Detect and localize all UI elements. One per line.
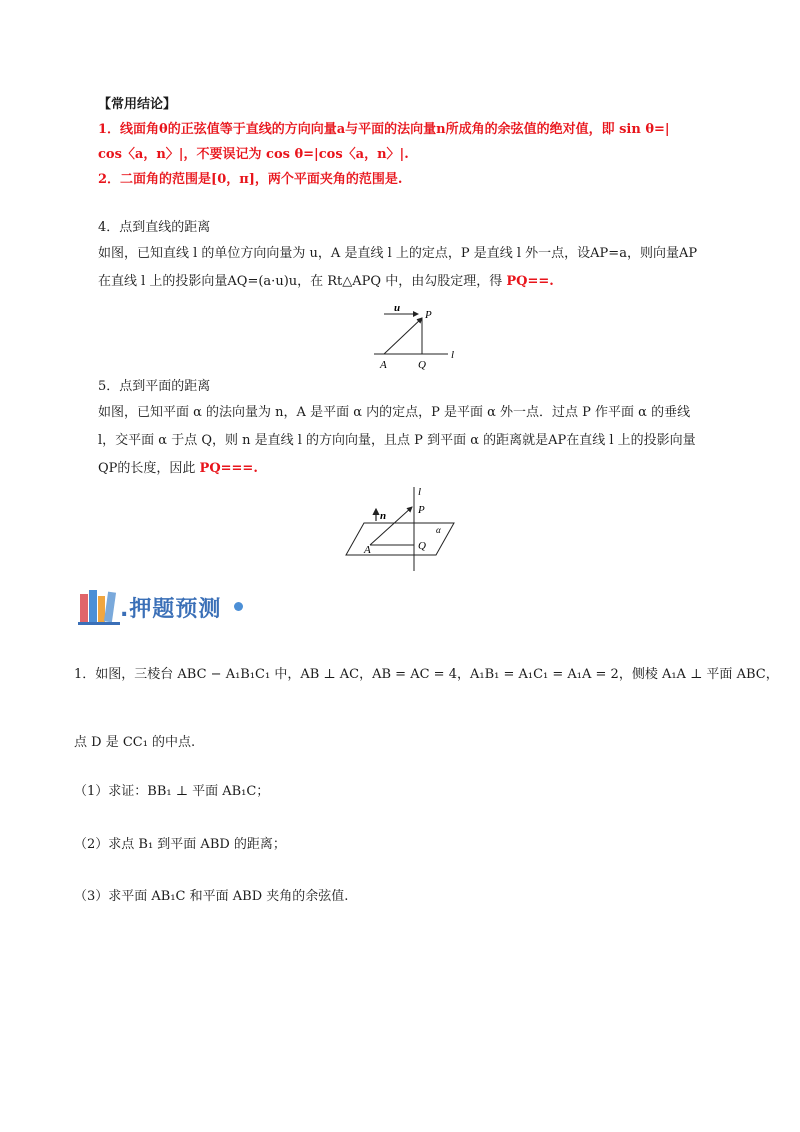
topic4-result: PQ==.	[506, 274, 554, 289]
a-label: A	[364, 544, 371, 556]
topic5-line-3-text: QP的长度，因此	[98, 461, 200, 476]
books-icon	[78, 586, 122, 626]
topic4-line-2	[98, 274, 554, 290]
problem-part-2: （2）求点 B₁ 到平面 ABD 的距离；	[74, 837, 286, 852]
topic4-title: 4．点到直线的距离	[98, 220, 211, 235]
point-line-figure	[368, 300, 468, 374]
a-label: A	[380, 359, 387, 371]
topic4-line-1: 如图，已知直线 l 的单位方向向量为 u，A 是直线 l 上的定点，P 是直线 l 外一点，设AP=a，则向量AP	[98, 246, 698, 261]
conclusion-line-2: cos〈a，n〉|，不要误记为 cos θ=|cos〈a，n〉|.	[98, 147, 409, 162]
topic5-title: 5．点到平面的距离	[98, 379, 211, 394]
problem-part-3: （3）求平面 AB₁C 和平面 ABD 夹角的余弦值.	[74, 889, 349, 904]
topic5-line-1: 如图，已知平面 α 的法向量为 n，A 是平面 α 内的定点，P 是平面 α 外一点．过点 P 作平面 α 的垂线	[98, 405, 691, 420]
l-label: l	[451, 349, 455, 361]
n-label: n	[380, 510, 387, 522]
l-label: l	[418, 486, 422, 498]
conclusion-line-1: 1．线面角θ的正弦值等于直线的方向向量a与平面的法向量n所成角的余弦值的绝对值，即 sin θ=|	[98, 122, 670, 137]
q-label: Q	[418, 540, 426, 552]
point-plane-figure	[340, 483, 460, 573]
u-label: u	[394, 302, 401, 314]
topic4-line-2-text: 在直线 l 上的投影向量AQ=(a·u)u，在 Rt△APQ 中，由勾股定理，得	[98, 274, 507, 289]
alpha-label: α	[436, 525, 441, 535]
p-label: P	[425, 309, 432, 321]
topic5-line-2: l，交平面 α 于点 Q，则 n 是直线 l 的方向向量，且点 P 到平面 α 的距离就是AP在直线 l 上的投影向量	[98, 433, 696, 448]
problem-statement-line-1: 1．如图，三棱台 ABC − A₁B₁C₁ 中，AB ⊥ AC，AB = AC = 4，A₁B₁ = A₁C₁ = A₁A = 2，侧棱 A₁A ⊥ 平面 ABC，	[74, 667, 779, 682]
problem-statement-line-2: 点 D 是 CC₁ 的中点.	[74, 735, 196, 750]
conclusion-line-3: 2．二面角的范围是[0，π]，两个平面夹角的范围是.	[98, 172, 403, 187]
problem-part-1: （1）求证：BB₁ ⊥ 平面 AB₁C；	[74, 784, 270, 799]
banner-title: .押题预测	[120, 597, 222, 622]
banner-dot-icon	[234, 602, 243, 611]
prediction-banner	[78, 584, 278, 628]
topic5-result: PQ===.	[199, 461, 258, 476]
topic5-line-3	[98, 461, 258, 477]
ap-vector-arrow	[384, 318, 422, 354]
p-label: P	[418, 504, 425, 516]
q-label: Q	[418, 359, 426, 371]
section-heading: 【常用结论】	[98, 97, 177, 112]
